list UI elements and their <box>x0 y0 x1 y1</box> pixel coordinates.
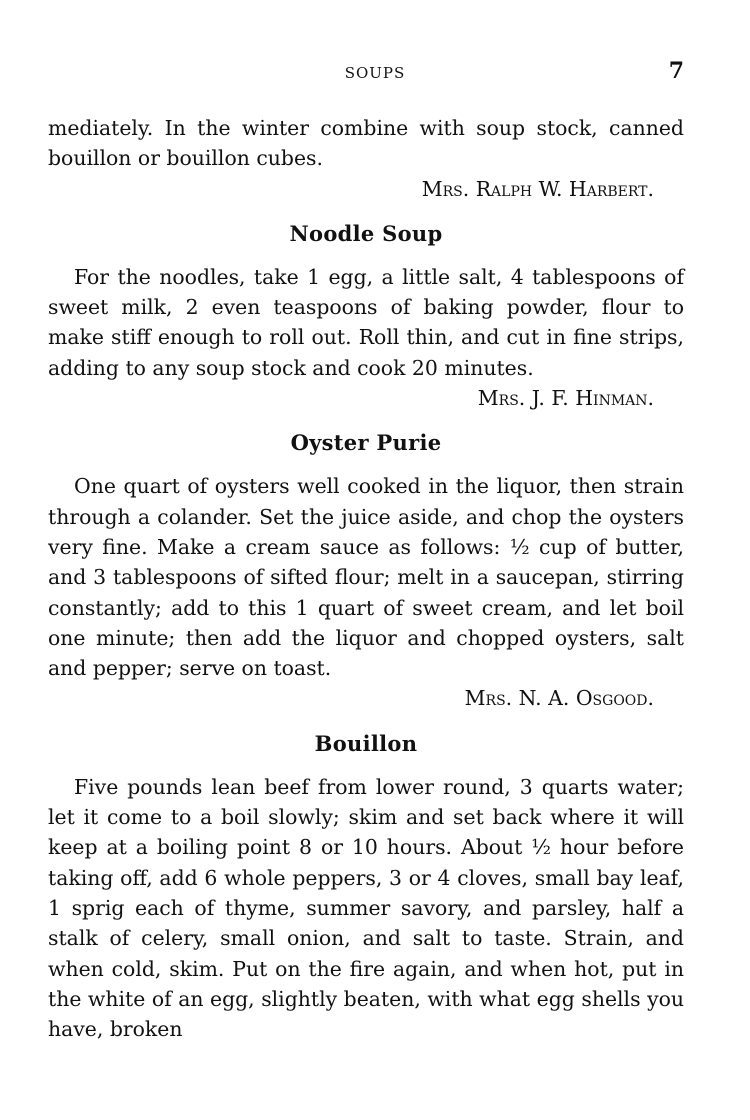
recipe-title-noodle-soup: Noodle Soup <box>289 220 443 246</box>
recipe-signature-noodle-soup: Mrs. J. F. Hinman. <box>477 386 654 411</box>
page-number: 7 <box>668 58 684 84</box>
page-content <box>48 113 684 1044</box>
recipe-text-oyster-purie: One quart of oysters well cooked in the liquor, then strain through a colander. Set the juice aside, and chop the oysters very fine. Make a cream sauce as follows: ½ cup of butter, and 3 tablespoons of sifted flour; melt in a saucepan, stirring constantly; add to this 1 quart of sweet cream, and let boil one minute; then add the liquor and chopped oysters, salt and pepper; serve on toast. <box>48 474 684 681</box>
recipe-text-bouillon: Five pounds lean beef from lower round, 3 quarts water; let it come to a boil slowly; skim and set back where it will keep at a boiling point 8 or 10 hours. About ½ hour before taking off, add 6 whole peppers, 3 or 4 cloves, small bay leaf, 1 sprig each of thyme, summer savory, and parsley, half a stalk of celery, small onion, and salt to taste. Strain, and when cold, skim. Put on the fire again, and when hot, put in the white of an egg, slightly beaten, with what egg shells you have, broken <box>48 774 684 1042</box>
recipe-title-oyster-purie: Oyster Purie <box>290 430 442 456</box>
running-title: SOUPS <box>344 64 406 82</box>
intro-signature: Mrs. Ralph W. Harbert. <box>421 176 654 201</box>
recipe-text-noodle-soup: For the noodles, take 1 egg, a little salt, 4 tablespoons of sweet milk, 2 even teaspoons of baking powder, flour to make stiff enough to roll out. Roll thin, and cut in fine strips, adding to any soup stock and cook 20 minutes. <box>48 264 684 380</box>
recipe-signature-oyster-purie: Mrs. N. A. Osgood. <box>464 686 654 711</box>
recipe-title-bouillon: Bouillon <box>314 730 418 756</box>
running-head <box>0 58 750 84</box>
intro-paragraph: mediately. In the winter combine with soup stock, canned bouillon or bouillon cubes. <box>48 116 684 171</box>
